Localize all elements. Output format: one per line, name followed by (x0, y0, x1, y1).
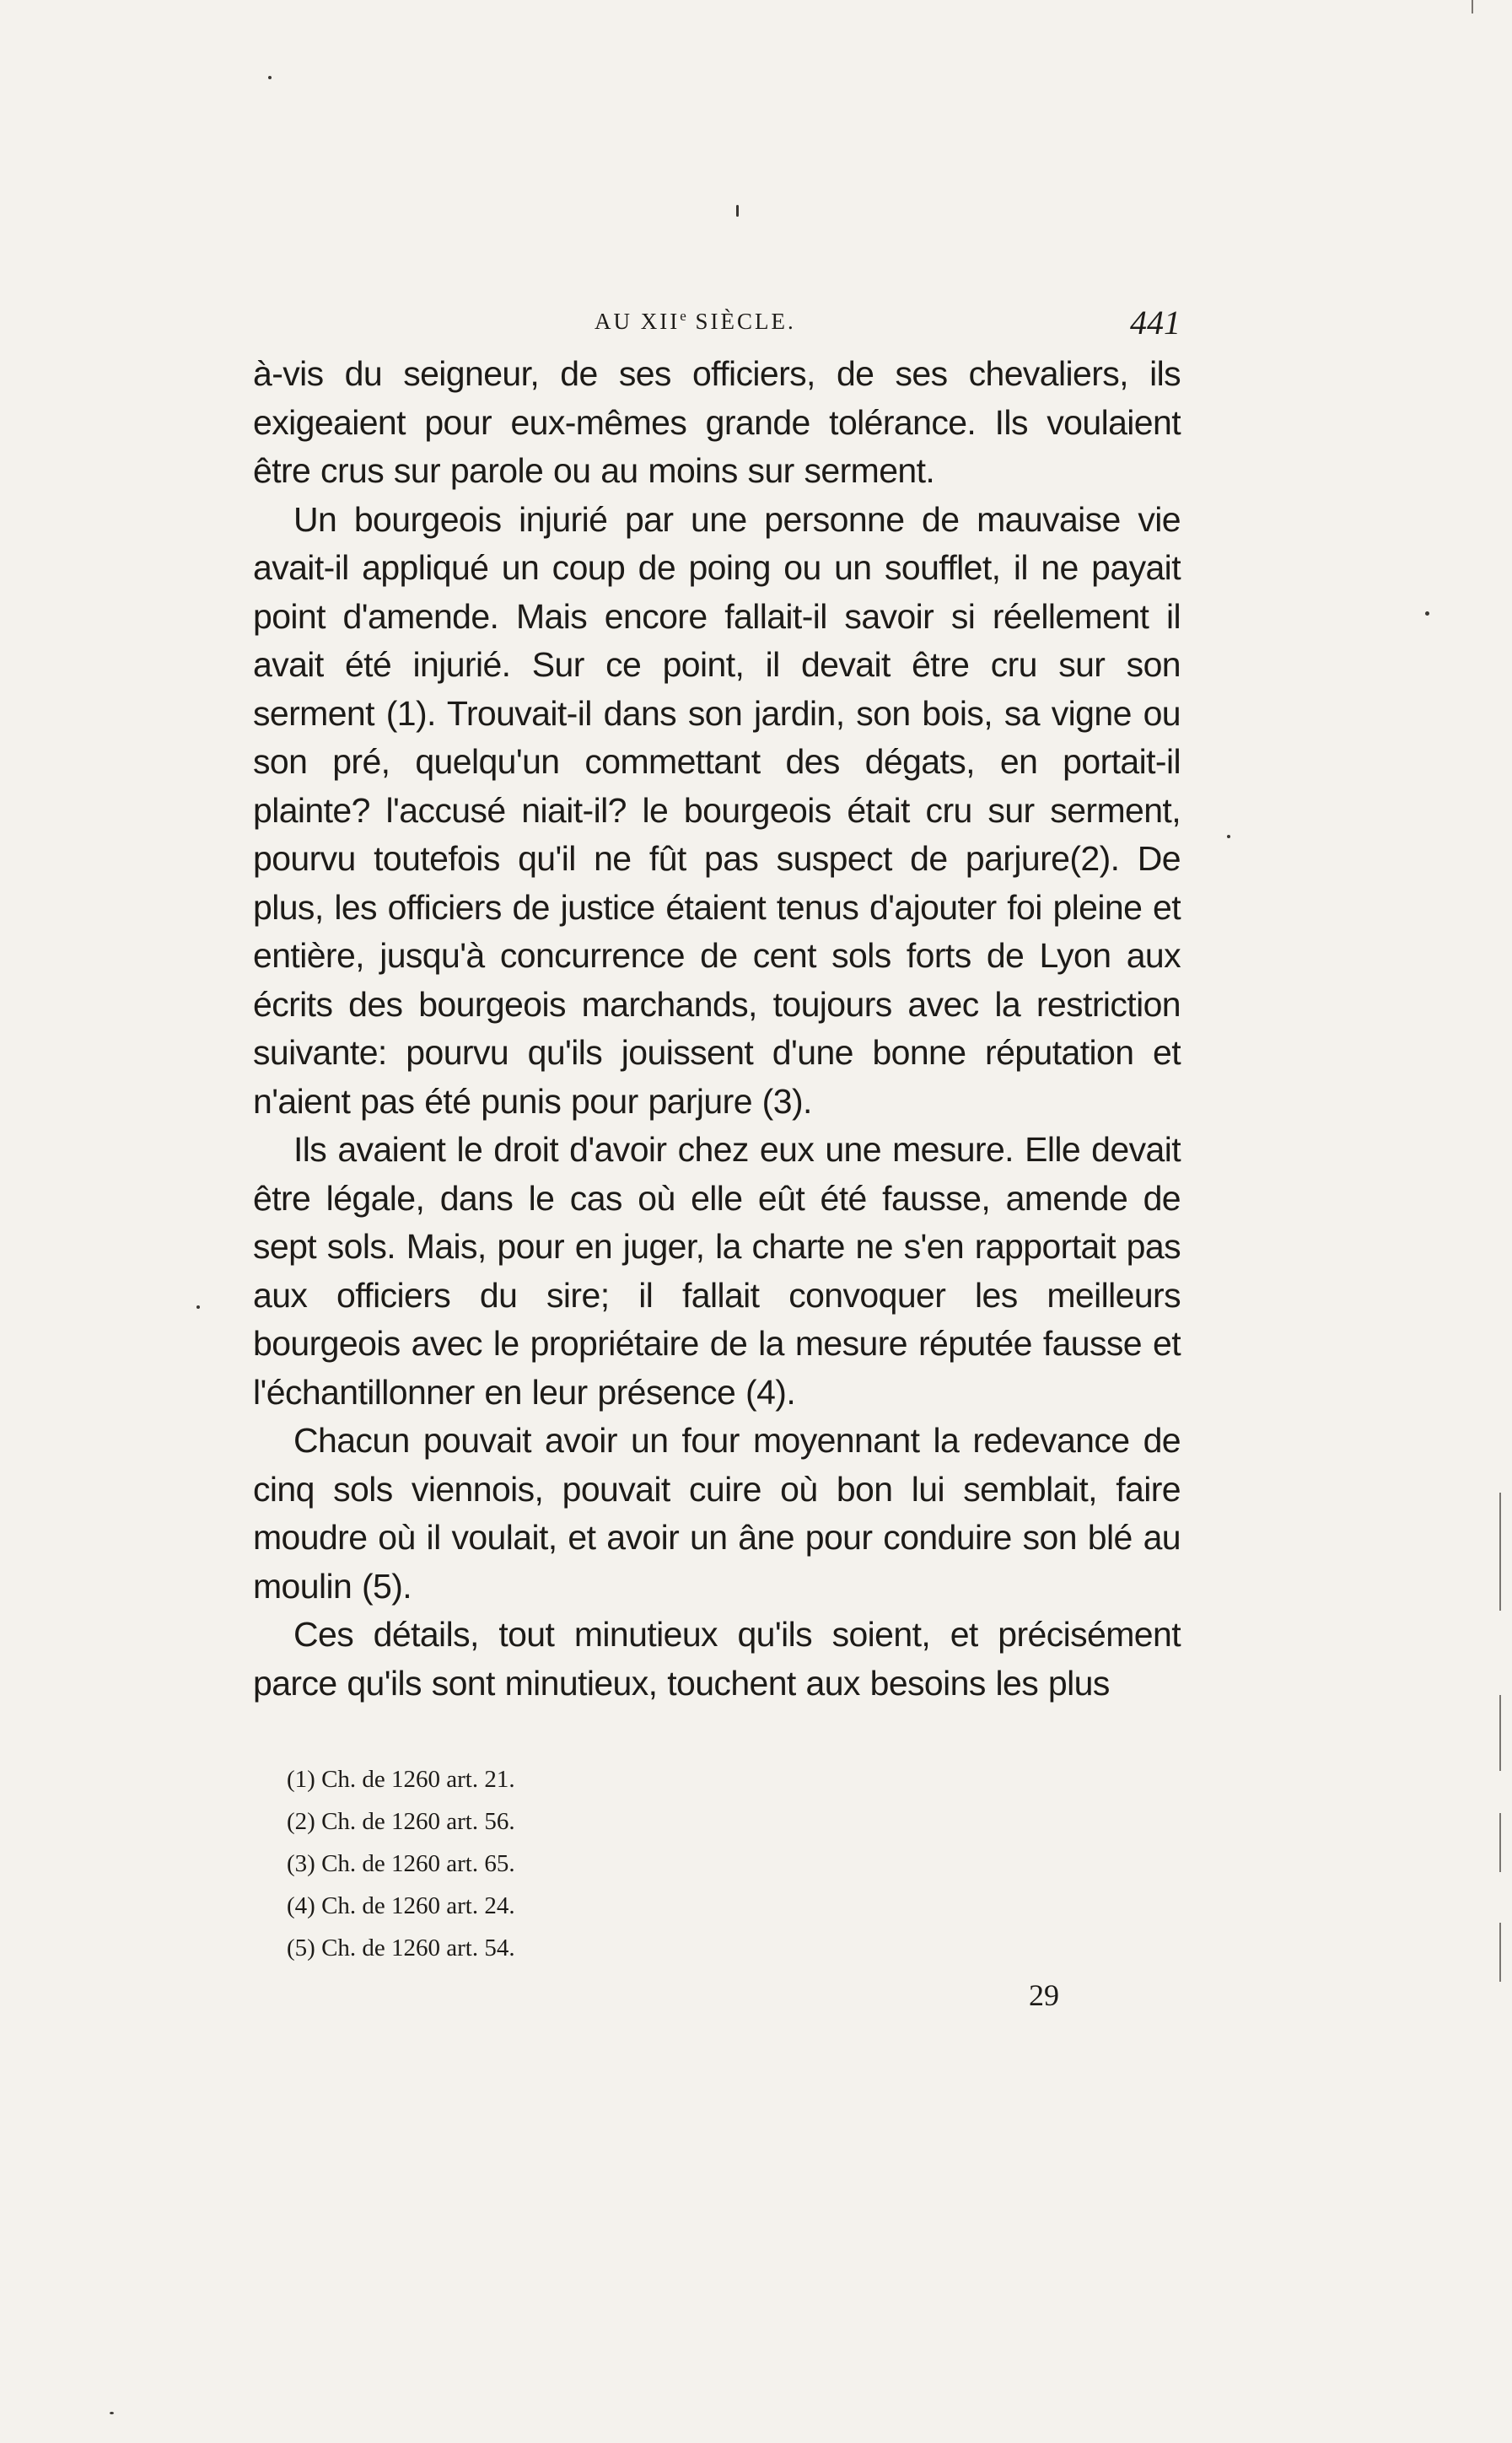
scan-edge-line (1499, 1813, 1501, 1872)
paragraph: à-vis du seigneur, de ses officiers, de ses chevaliers, ils exigeaient pour eux-mêmes grande tolérance. Ils voulaient être crus sur parole ou au moins sur serment. (253, 354, 1181, 490)
footnote: (2) Ch. de 1260 art. 56. (287, 1808, 515, 1835)
paragraph: Un bourgeois injurié par une personne de mauvaise vie avait-il appliqué un coup de poing ou un soufflet, il ne payait point d'amende. Mais encore fallait-il savoir si réellement il avait été injurié. Sur ce point, il devait être cru sur son serment (1). Trouvait-il dans son jardin, son bois, sa vigne ou son pré, quelqu'un commettant des dégats, en portait-il plainte? l'accusé niait-il? le bourgeois était cru sur serment, pourvu toutefois qu'il ne fût pas suspect de parjure(2). De plus, les officiers de justice étaient tenus d'ajouter foi pleine et entière, jusqu'à concurrence de cent sols forts de Lyon aux écrits des bourgeois marchands, toujours avec la restriction suivante: pourvu qu'ils jouissent d'une bonne réputation et n'aient pas été punis pour parjure (3). (253, 499, 1181, 1121)
footnote: (4) Ch. de 1260 art. 24. (287, 1892, 515, 1919)
footnotes (287, 1758, 515, 1969)
paragraph: Chacun pouvait avoir un four moyennant la redevance de cinq sols viennois, pouvait cuire où bon lui semblait, faire moudre où il voulait, et avoir un âne pour conduire son blé au moulin (5). (253, 1421, 1181, 1606)
signature-mark: 29 (1029, 1978, 1059, 2012)
paragraph: Ces détails, tout minutieux qu'ils soient, et précisément parce qu'ils sont minutieux, touchent aux besoins les plus (253, 1615, 1181, 1703)
running-title: AU XIIe SIÈCLE. (595, 308, 796, 334)
scan-edge-line (1499, 1493, 1501, 1611)
footnote: (1) Ch. de 1260 art. 21. (287, 1766, 515, 1793)
paragraph: Ils avaient le droit d'avoir chez eux une mesure. Elle devait être légale, dans le cas où elle eût été fausse, amende de sept sols. Mais, pour en juger, la charte ne s'en rapportait pas aux officiers du sire; il fallait convoquer les meilleurs bourgeois avec le propriétaire de la mesure réputée fausse et l'échantillonner en leur présence (4). (253, 1130, 1181, 1412)
scan-speck (1227, 835, 1230, 838)
running-title-superscript: e (680, 308, 687, 324)
scan-speck (1425, 611, 1429, 616)
page-number: 441 (1130, 304, 1181, 342)
scan-speck (268, 76, 272, 79)
scan-speck (736, 205, 739, 217)
scan-edge-line (1499, 1695, 1501, 1771)
scan-edge-line (1472, 0, 1473, 13)
scan-speck (110, 2412, 114, 2414)
scan-edge-line (1499, 1923, 1501, 1982)
footnote: (3) Ch. de 1260 art. 65. (287, 1850, 515, 1877)
scan-speck (196, 1305, 200, 1309)
page-header (253, 304, 1181, 342)
body-text (253, 350, 1181, 1708)
footnote: (5) Ch. de 1260 art. 54. (287, 1934, 515, 1961)
